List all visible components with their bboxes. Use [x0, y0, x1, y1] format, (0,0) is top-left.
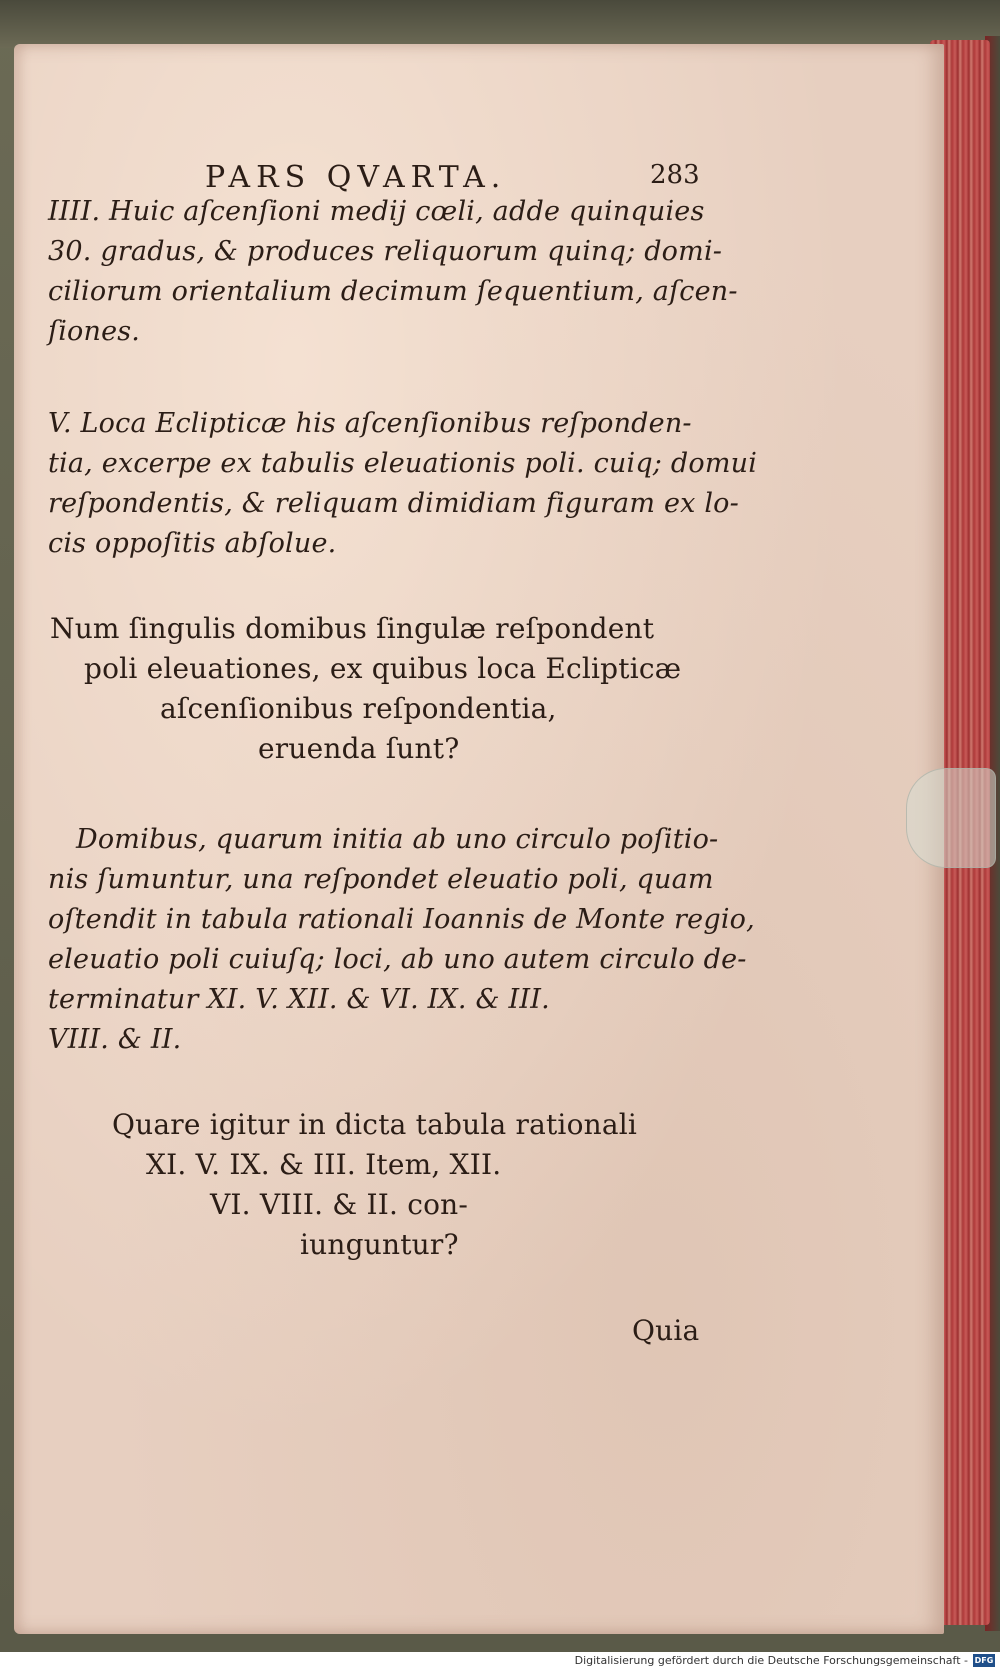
scan-top-band [0, 0, 1000, 48]
text-line: Domibus, quarum initia ab uno circulo poſitio- [76, 824, 719, 855]
text-line: VIII. & II. [48, 1024, 182, 1055]
text-line: Quare igitur in dicta tabula rationali [112, 1108, 638, 1141]
text-line: eruenda ſunt? [258, 732, 460, 765]
running-header: PARS QVARTA. [205, 160, 507, 195]
text-line: poli eleuationes, ex quibus loca Eclipticæ [84, 652, 682, 685]
text-line: ſiones. [48, 316, 141, 347]
text-line: cis oppoſitis abſolue. [48, 528, 337, 559]
page-clip [906, 768, 996, 868]
text-line: reſpondentis, & reliquam dimidiam figuram ex lo- [48, 488, 739, 519]
text-line: iunguntur? [300, 1228, 459, 1261]
text-line: IIII. Huic aſcenſioni medij cœli, adde quinquies [48, 196, 705, 227]
text-line: XI. V. IX. & III. Item, XII. [146, 1148, 502, 1181]
text-line: terminatur XI. V. XII. & VI. IX. & III. [48, 984, 550, 1015]
page-number: 283 [650, 160, 700, 190]
text-line: Num ſingulis domibus ſingulæ reſpondent [50, 612, 655, 645]
text-line: 30. gradus, & produces reliquorum quinq; domi- [48, 236, 723, 267]
funding-credit: Digitalisierung gefördert durch die Deutsche Forschungsgemeinschaft - [574, 1654, 968, 1667]
text-line: oſtendit in tabula rationali Ioannis de Monte regio, [48, 904, 755, 935]
text-line: eleuatio poli cuiuſq; loci, ab uno autem circulo de- [48, 944, 747, 975]
dfg-logo: DFG [974, 1656, 994, 1665]
text-line: V. Loca Eclipticæ his aſcenſionibus reſponden- [48, 408, 692, 439]
text-line: tia, excerpe ex tabulis eleuationis poli. cuiq; domui [48, 448, 758, 479]
text-line: nis ſumuntur, una reſpondet eleuatio poli, quam [48, 864, 714, 895]
text-line: VI. VIII. & II. con- [210, 1188, 469, 1221]
text-line: ciliorum orientalium decimum ſequentium, aſcen- [48, 276, 738, 307]
text-line: aſcenſionibus reſpondentia, [160, 692, 557, 725]
catchword: Quia [632, 1314, 700, 1347]
